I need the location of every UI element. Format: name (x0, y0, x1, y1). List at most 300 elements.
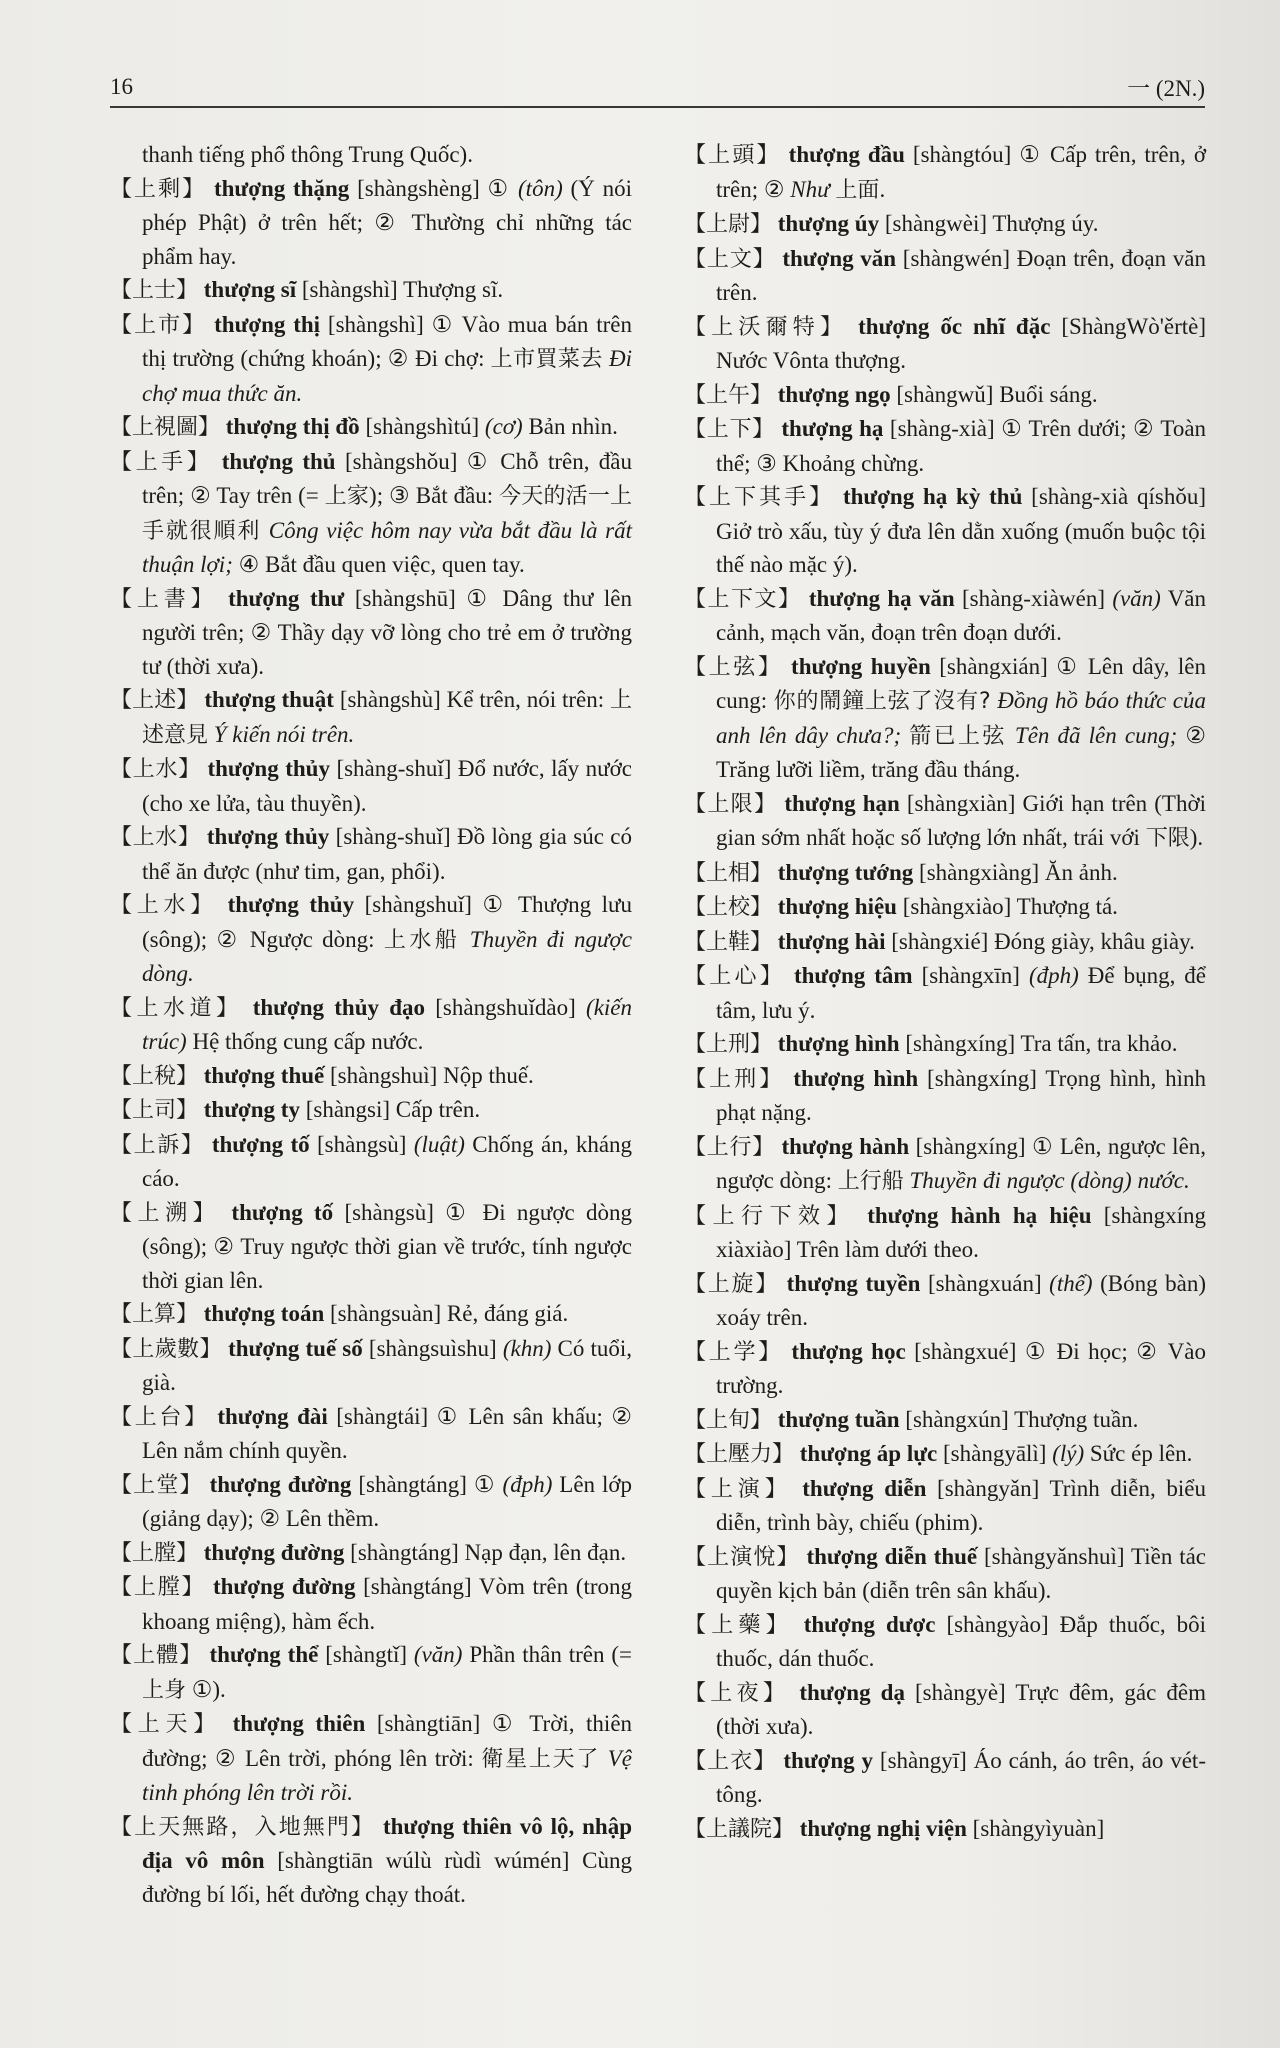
entry-pinyin: [shàngshì] (327, 311, 424, 337)
entry-headword-hanzi: 【上旬】 (684, 1407, 773, 1433)
entry-headword-hanzi: 【上文】 (684, 246, 776, 272)
dictionary-entry (110, 1707, 632, 1810)
entry-hanzi-example: 衛星上天了 (481, 1746, 601, 1772)
entry-definition-text: Phần thân trên (= (462, 1642, 633, 1667)
entry-headword-hanzi: 【上心】 (684, 964, 785, 989)
dictionary-entry (684, 1437, 1206, 1472)
entry-headword-hanzi: 【上相】 (684, 860, 773, 886)
entry-pinyin: [shàngshèng] (357, 175, 480, 201)
dictionary-entry (684, 310, 1206, 378)
entry-headword: thượng tuần (777, 1406, 900, 1432)
entry-italic-text: (đph) (1028, 963, 1079, 988)
entry-pinyin: [shàngyè] (915, 1679, 1006, 1705)
entry-headword-hanzi: 【上溯】 (110, 1200, 221, 1226)
entry-headword: thượng tố (211, 1131, 310, 1157)
entry-headword-hanzi: 【上下其手】 (684, 485, 835, 510)
entry-pinyin: [shàngshìtú] (365, 414, 480, 439)
entry-definition-text: ① Dâng thư lên người trên; ② Thầy dạy vỡ lòng cho trẻ em ở trường tư (thời xưa). (142, 585, 633, 679)
entry-headword: thượng thủy đạo (252, 994, 426, 1020)
entry-pinyin: [shàngsù] (317, 1131, 407, 1157)
entry-headword-hanzi: 【上台】 (110, 1404, 209, 1430)
entry-headword: thượng sĩ (203, 277, 297, 302)
entry-definition-text: Buổi sáng. (999, 381, 1098, 407)
entry-definition-text: ① (487, 175, 519, 201)
entry-hanzi-example: 你的鬧鐘上弦了沒有? (773, 689, 991, 714)
entry-headword: thượng tướng (777, 859, 914, 885)
entry-italic-text: (lý) (1052, 1441, 1085, 1466)
dictionary-entry (110, 410, 632, 445)
entry-definition-text: Để bụng, để tâm, lưu ý. (716, 963, 1207, 1023)
dictionary-entry (684, 412, 1206, 480)
entry-definition-text: ① Đi ngược dòng (sông); ② Truy ngược thời gian về trước, tính ngược thời gian lên. (142, 1199, 632, 1293)
dictionary-entry (110, 1297, 632, 1332)
entry-headword: thượng thủy (227, 892, 355, 917)
entry-headword: thượng hình (777, 1031, 900, 1056)
entry-italic-text: (kiến trúc) (142, 994, 633, 1054)
entry-headword-hanzi: 【上下】 (684, 417, 775, 442)
entry-pinyin: [shàngshuǐ] (364, 892, 472, 917)
entry-headword: thượng hạ (781, 416, 884, 441)
entry-headword: thượng đài (217, 1403, 328, 1429)
entry-pinyin: [shàngtái] (336, 1403, 429, 1429)
left-column (110, 138, 632, 1948)
entry-headword: thượng thiên (232, 1711, 366, 1736)
dictionary-entry (684, 1335, 1206, 1403)
dictionary-entry (110, 1332, 632, 1400)
entry-headword-hanzi: 【上藥】 (684, 1612, 793, 1638)
entry-definition-text: Vòm trên (trong khoang miệng), hàm ếch. (142, 1574, 632, 1634)
entry-headword: thượng đường (203, 1539, 345, 1565)
entry-italic-text: (đph) (502, 1471, 553, 1497)
entry-definition-text: Giới hạn trên (Thời gian sớm nhất hoặc số lượng lớn nhất, trái với (716, 790, 1207, 850)
entry-headword: thượng ty (203, 1097, 300, 1122)
entry-pinyin: [shàngwèi] (884, 211, 988, 236)
dictionary-entry (110, 1093, 632, 1128)
entry-definition-text: Sức ép lên. (1084, 1441, 1193, 1466)
entry-definition-text: Đổ nước, lấy nước (cho xe lửa, tàu thuyền). (142, 756, 632, 816)
entry-pinyin: [shàng-shuǐ] (335, 824, 451, 849)
entry-definition-text: Trực đêm, gác đêm (thời xưa). (716, 1679, 1206, 1739)
entry-italic-text: Ý kiến nói trên. (213, 721, 355, 747)
entry-headword-hanzi: 【上體】 (110, 1643, 203, 1668)
entry-headword-hanzi: 【上壓力】 (684, 1442, 795, 1467)
dictionary-entry (110, 1400, 632, 1468)
entry-pinyin: [shàngxīn] (921, 963, 1020, 988)
entry-headword-hanzi: 【上午】 (684, 382, 773, 408)
entry-headword: thượng thuật (204, 687, 334, 712)
entry-definition-text: ① Lên, ngược lên, ngược dòng: (716, 1133, 1207, 1193)
entry-italic-text: (khn) (502, 1335, 552, 1361)
entry-definition-text: ① Chỗ trên, đầu trên; ② Tay trên (= (142, 448, 633, 508)
entry-definition-text: ① Trời, thiên đường; ② Lên trời, phóng lên trời: (142, 1711, 633, 1771)
entry-headword-hanzi: 【上刑】 (684, 1032, 773, 1057)
entry-italic-text: (văn) (1112, 585, 1161, 611)
dictionary-entry (110, 172, 632, 274)
entry-pinyin: [shàng-xiàwén] (961, 585, 1106, 611)
entry-pinyin: [shàngxíng] (905, 1031, 1016, 1056)
entry-headword-hanzi: 【上弦】 (684, 654, 783, 680)
entry-pinyin: [shàngtǐ] (325, 1642, 408, 1667)
entry-headword: thượng nghị viện (799, 1815, 967, 1841)
entry-headword-hanzi: 【上沃爾特】 (684, 314, 848, 340)
entry-italic-text: Công việc hôm nay vừa bắt đầu là rất thuận lợi; (142, 517, 632, 577)
entry-pinyin: [shàng-shuǐ] (336, 756, 452, 781)
entry-headword-hanzi: 【上市】 (110, 312, 207, 338)
entry-definition-text: Văn cảnh, mạch văn, đoạn trên đoạn dưới. (716, 585, 1207, 645)
entry-pinyin: [shàngxíng] (915, 1133, 1026, 1159)
entry-headword: thượng đường (209, 1471, 352, 1497)
entry-definition-text: Tra tấn, tra khảo. (1020, 1031, 1178, 1056)
entry-pinyin: [shàngsù] (344, 1199, 434, 1225)
entry-hanzi-example: 今天的活一上手就很順利 (142, 484, 632, 544)
entry-hanzi-example: 上水船 (383, 927, 461, 953)
entry-headword-hanzi: 【上視圖】 (110, 415, 221, 440)
dictionary-entry (684, 480, 1206, 582)
dictionary-entry (684, 138, 1206, 207)
entry-definition-text: ① Lên sân khấu; ② Lên nắm chính quyền. (142, 1403, 632, 1463)
dictionary-entry (110, 752, 632, 820)
entry-pinyin: [shàngshù] (339, 687, 441, 712)
entry-headword: thượng hài (777, 928, 886, 954)
entry-definition-text: Giở trò xấu, tùy ý đưa lên dằn xuống (muốn buộc tội thế nào mặc ý). (716, 518, 1206, 577)
entry-hanzi-example: 上身 (142, 1677, 187, 1703)
dictionary-entry (684, 1130, 1206, 1199)
entry-pinyin: [shàngyǎnshuì] (984, 1543, 1125, 1569)
dictionary-columns (110, 138, 1206, 1948)
dictionary-entry (110, 138, 632, 172)
entry-definition-text: Cùng đường bí lối, hết đường chạy thoát. (142, 1848, 632, 1907)
entry-definition-text: ① Vào mua bán trên thị trường (chứng khoán); ② Đi chợ: (142, 311, 633, 371)
entry-definition-text: ② Trăng lưỡi liềm, trăng đầu tháng. (716, 722, 1207, 782)
dictionary-entry (684, 1744, 1206, 1812)
entry-headword: thượng ốc nhĩ đặc (858, 313, 1051, 339)
entry-italic-text: Vệ tinh phóng lên trời rồi. (142, 1745, 632, 1805)
entry-pinyin: [shàngtáng] (350, 1539, 459, 1565)
entry-headword-hanzi: 【上剩】 (110, 176, 207, 202)
dictionary-entry (110, 1468, 632, 1536)
entry-definition-text: ① Cấp trên, trên, ở trên; ② (716, 142, 1206, 202)
entry-pinyin: [shàngxué] (914, 1338, 1017, 1364)
entry-headword-hanzi: 【上尉】 (684, 212, 773, 237)
entry-definition-text: ① Thượng lưu (sông); ② Ngược dòng: (142, 892, 632, 952)
dictionary-entry (110, 308, 632, 411)
entry-headword-hanzi: 【上歲數】 (110, 1336, 222, 1362)
entry-definition-text (460, 927, 469, 952)
dictionary-entry (684, 378, 1206, 413)
entry-headword-hanzi: 【上夜】 (684, 1680, 790, 1706)
entry-definition-text: Trình diễn, biểu diễn, trình bày, chiếu (phim). (716, 1475, 1207, 1535)
entry-headword-hanzi: 【上鞋】 (684, 929, 773, 955)
dictionary-entry (684, 1027, 1206, 1062)
entry-headword: thượng hạ văn (808, 585, 955, 611)
entry-pinyin: [shàngxuán] (927, 1270, 1042, 1296)
entry-pinyin: [shàngshì] (301, 277, 398, 302)
entry-definition-text: ④ Bắt đầu quen việc, quen tay. (232, 552, 525, 577)
entry-pinyin: [shàngyìyuàn] (972, 1815, 1105, 1841)
entry-definition-text: ① Lên dây, lên cung: (716, 653, 1206, 713)
dictionary-entry (684, 787, 1206, 856)
entry-headword-hanzi: 【上天無路，入地無門】 (110, 1814, 376, 1840)
entry-definition-text: thanh tiếng phổ thông Trung Quốc). (142, 142, 473, 167)
entry-italic-text: Thuyền đi ngược (dòng) nước. (909, 1168, 1190, 1193)
dictionary-entry (110, 1570, 632, 1638)
right-column (684, 138, 1206, 1948)
entry-headword: thượng thủy (206, 824, 330, 849)
dictionary-entry (684, 1608, 1206, 1676)
entry-pinyin: [shàngyào] (946, 1611, 1049, 1637)
entry-headword-hanzi: 【上衣】 (684, 1748, 777, 1774)
entry-headword: thượng hành hạ hiệu (867, 1202, 1092, 1228)
entry-headword: thượng úy (777, 211, 880, 236)
entry-headword: thượng thư (228, 585, 345, 611)
entry-definition-text: Nước Vônta thượng. (716, 348, 907, 373)
entry-headword-hanzi: 【上水】 (110, 825, 201, 850)
entry-headword: thượng thị đồ (225, 414, 360, 439)
entry-headword-hanzi: 【上膛】 (110, 1540, 199, 1566)
dictionary-entry (684, 207, 1206, 242)
entry-pinyin: [shàngsuàn] (330, 1301, 442, 1326)
dictionary-entry (110, 991, 632, 1059)
entry-definition-text: Chống án, kháng cáo. (142, 1131, 633, 1191)
entry-italic-text: (văn) (413, 1642, 463, 1667)
entry-headword-hanzi: 【上書】 (110, 586, 218, 612)
dictionary-entry (684, 242, 1206, 310)
entry-definition-text: Áo cánh, áo trên, áo vét-tông. (716, 1747, 1206, 1807)
dictionary-entry (110, 1810, 632, 1912)
dictionary-entry (110, 582, 632, 684)
entry-pinyin: [shàngtáng] (363, 1574, 472, 1599)
entry-headword-hanzi: 【上議院】 (684, 1816, 795, 1842)
entry-hanzi-example: 下限 (1145, 826, 1190, 851)
entry-definition-text: ). (1189, 825, 1204, 850)
entry-pinyin: [shàngxíng xiàxiào] (716, 1202, 1206, 1262)
entry-italic-text: Tên đã lên cung; (1014, 722, 1178, 748)
entry-pinyin: [shàngtáng] (358, 1471, 467, 1497)
entry-headword: thượng đầu (788, 142, 905, 167)
entry-headword-hanzi: 【上手】 (110, 449, 213, 475)
entry-headword-hanzi: 【上膛】 (110, 1575, 206, 1600)
entry-headword-hanzi: 【上稅】 (110, 1063, 199, 1089)
entry-definition-text: ①). (186, 1676, 226, 1702)
entry-headword-hanzi: 【上限】 (684, 791, 778, 817)
entry-headword: thượng áp lực (799, 1441, 938, 1466)
dictionary-entry (684, 650, 1206, 787)
entry-headword-hanzi: 【上行下效】 (684, 1203, 855, 1229)
entry-headword-hanzi: 【上天】 (110, 1712, 222, 1737)
entry-headword-hanzi: 【上刑】 (684, 1066, 785, 1092)
entry-headword: thượng ngọ (777, 381, 891, 407)
entry-headword-hanzi: 【上堂】 (110, 1472, 203, 1498)
entry-headword-hanzi: 【上演】 (684, 1476, 792, 1502)
entry-headword: thượng hiệu (777, 894, 897, 919)
entry-headword: thượng dược (803, 1611, 936, 1637)
dictionary-entry (684, 582, 1206, 650)
entry-italic-text: Như (790, 176, 830, 202)
dictionary-entry (684, 1062, 1206, 1130)
entry-definition-text: Rẻ, đáng giá. (446, 1301, 569, 1326)
entry-headword: thượng thiên vô lộ, nhập địa vô môn (142, 1813, 633, 1873)
entry-headword: thượng thể (209, 1642, 319, 1667)
entry-definition-text: Có tuổi, già. (142, 1335, 633, 1395)
entry-headword-hanzi: 【上士】 (110, 278, 199, 303)
entry-hanzi-example: 上市買菜去 (490, 347, 603, 372)
entry-headword-hanzi: 【上演悅】 (684, 1544, 800, 1570)
entry-pinyin: [shàngwǔ] (896, 381, 994, 407)
dictionary-entry (684, 1267, 1206, 1335)
entry-pinyin: [shàng-xià] (889, 416, 995, 441)
entry-hanzi-example: 上行船 (837, 1169, 904, 1194)
entry-headword: thượng tâm (793, 963, 913, 988)
entry-headword: thượng hành (781, 1133, 910, 1159)
entry-pinyin: [shàngtiān] (376, 1711, 481, 1736)
entry-italic-text: (cơ) (484, 414, 523, 439)
entry-pinyin: [shàngxiào] (902, 894, 1012, 919)
entry-definition-text: Thượng úy. (992, 211, 1099, 236)
dictionary-entry (110, 888, 632, 991)
entry-headword: thượng tuế số (228, 1335, 363, 1361)
entry-headword: thượng thủ (221, 448, 336, 474)
entry-headword: thượng văn (782, 245, 897, 271)
entry-hanzi-example: 上述意見 (142, 688, 632, 748)
entry-pinyin: [shàngshū] (354, 585, 456, 611)
entry-definition-text: Đắp thuốc, bôi thuốc, dán thuốc. (716, 1611, 1207, 1671)
entry-headword: thượng diễn thuế (806, 1543, 978, 1569)
dictionary-entry (110, 273, 632, 308)
entry-headword: thượng đường (212, 1574, 356, 1599)
entry-pinyin: [shàngyālì] (943, 1441, 1047, 1466)
entry-definition-text: Ăn ảnh. (1044, 859, 1118, 885)
entry-definition-text: Hệ thống cung cấp nước. (186, 1029, 424, 1054)
entry-pinyin: [shàngyǎn] (937, 1475, 1040, 1501)
entry-pinyin: [shàngtóu] (912, 142, 1012, 167)
entry-definition-text: . (879, 176, 886, 202)
entry-pinyin: [shàngxián] (939, 653, 1048, 679)
entry-definition-text: ① (473, 1471, 503, 1497)
entry-italic-text: Đi chợ mua thức ăn. (142, 346, 632, 406)
entry-headword-hanzi: 【上頭】 (684, 143, 781, 168)
dictionary-entry (110, 1059, 632, 1094)
entry-definition-text: Thượng tá. (1016, 894, 1118, 919)
entry-italic-text: Đồng hồ báo thức của anh lên dây chưa?; (716, 688, 1207, 748)
entry-italic-text: (thể) (1049, 1270, 1093, 1296)
entry-definition-text (600, 1746, 608, 1771)
entry-pinyin: [shàngsuìshu] (368, 1335, 497, 1361)
entry-headword: thượng học (791, 1338, 906, 1364)
dictionary-entry (110, 1536, 632, 1571)
dictionary-entry (684, 890, 1206, 925)
entry-hanzi-example: 上面 (835, 177, 880, 203)
entry-definition-text: Thượng tuần. (1014, 1406, 1139, 1432)
entry-definition-text: Đồ lòng gia súc có thể ăn được (như tim, gan, phổi). (142, 824, 632, 884)
entry-pinyin: [shàngsi] (305, 1097, 391, 1122)
entry-definition-text: Trọng hình, hình phạt nặng. (716, 1065, 1207, 1125)
entry-pinyin: [shàngxiàn] (906, 790, 1016, 816)
entry-headword-hanzi: 【上訴】 (110, 1132, 205, 1158)
running-head: 一 (2N.) (1127, 76, 1205, 101)
entry-headword-hanzi: 【上下文】 (684, 586, 802, 612)
entry-headword: thượng thị (214, 311, 321, 337)
entry-headword-hanzi: 【上水】 (110, 893, 218, 918)
dictionary-entry (110, 1196, 632, 1298)
entry-headword-hanzi: 【上水道】 (110, 995, 243, 1021)
entry-pinyin: [shàng-xià qíshǒu] (1031, 484, 1207, 509)
entry-pinyin: [shàngyī] (879, 1747, 967, 1773)
entry-definition-text: Tiền tác quyền kịch bản (diễn trên sân khấu). (716, 1543, 1206, 1603)
entry-definition-text: Lên lớp (giảng dạy); ② Lên thềm. (142, 1471, 633, 1531)
entry-headword-hanzi: 【上水】 (110, 757, 201, 782)
entry-headword-hanzi: 【上旋】 (684, 1271, 780, 1297)
entry-definition-text: Đóng giày, khâu giày. (994, 928, 1195, 954)
dictionary-entry (684, 1812, 1206, 1847)
entry-headword: thượng dạ (799, 1679, 905, 1705)
entry-definition-text: Kể trên, nói trên: (446, 687, 610, 712)
entry-definition-text (261, 518, 269, 543)
entry-definition-text (1007, 723, 1015, 748)
dictionary-entry (110, 683, 632, 752)
entry-pinyin: [shàngxiàng] (919, 859, 1040, 885)
entry-headword-hanzi: 【上述】 (110, 688, 199, 713)
entry-headword: thượng thặng (213, 175, 350, 201)
entry-headword: thượng toán (203, 1301, 325, 1326)
entry-pinyin: [shàngshǒu] (344, 448, 458, 474)
dictionary-entry (684, 1403, 1206, 1438)
entry-definition-text: ① Đi học; ② Vào trường. (716, 1338, 1206, 1398)
dictionary-entry (110, 445, 632, 582)
entry-hanzi-example: 上家 (324, 484, 370, 509)
dictionary-entry (684, 959, 1206, 1027)
page-number: 16 (110, 74, 133, 99)
entry-definition-text: Cấp trên. (395, 1097, 481, 1122)
entry-headword: thượng hạ kỳ thủ (842, 484, 1023, 509)
entry-headword: thượng hình (793, 1065, 919, 1091)
entry-definition-text: Nạp đạn, lên đạn. (464, 1539, 627, 1565)
entry-headword: thượng thuế (203, 1062, 325, 1088)
entry-headword-hanzi: 【上司】 (110, 1098, 199, 1123)
entry-hanzi-example: 箭已上弦 (909, 723, 1007, 749)
dictionary-entry (684, 1472, 1206, 1540)
entry-definition-text: Đoạn trên, đoạn văn trên. (716, 245, 1207, 305)
entry-pinyin: [shàngxié] (891, 928, 989, 954)
entry-definition-text: Thượng sĩ. (403, 277, 504, 302)
entry-pinyin: [ShàngWò'ěrtè] (1061, 313, 1207, 339)
entry-pinyin: [shàngshuì] (330, 1062, 438, 1088)
entry-definition-text: Bản nhìn. (522, 414, 618, 439)
dictionary-entry (684, 925, 1206, 960)
entry-pinyin: [shàngxún] (905, 1406, 1009, 1432)
entry-definition-text: (Bóng bàn) xoáy trên. (716, 1270, 1206, 1330)
entry-headword: thượng tuyền (786, 1270, 921, 1296)
entry-italic-text: (tôn) (518, 175, 563, 201)
entry-italic-text: (luật) (413, 1131, 465, 1157)
entry-pinyin: [shàngxíng] (927, 1065, 1037, 1091)
entry-pinyin: [shàngshuǐdào] (435, 994, 576, 1020)
entry-headword-hanzi: 【上学】 (684, 1339, 783, 1365)
entry-headword-hanzi: 【上校】 (684, 895, 773, 920)
entry-definition-text: Nộp thuế. (443, 1062, 534, 1088)
entry-headword: thượng tố (231, 1199, 334, 1225)
entry-definition-text: (Ý nói phép Phật) ở trên hết; ② Thường chỉ những tác phẩm hay. (142, 175, 632, 269)
entry-headword: thượng y (783, 1747, 874, 1773)
entry-headword: thượng hạn (784, 790, 900, 816)
dictionary-entry (110, 820, 632, 888)
dictionary-entry (684, 856, 1206, 891)
dictionary-entry (684, 1676, 1206, 1744)
dictionary-entry (110, 1638, 632, 1707)
entry-definition-text: Trên làm dưới theo. (796, 1237, 979, 1262)
page-header (110, 70, 1205, 108)
entry-headword: thượng diễn (802, 1475, 927, 1501)
entry-headword-hanzi: 【上行】 (684, 1134, 775, 1160)
